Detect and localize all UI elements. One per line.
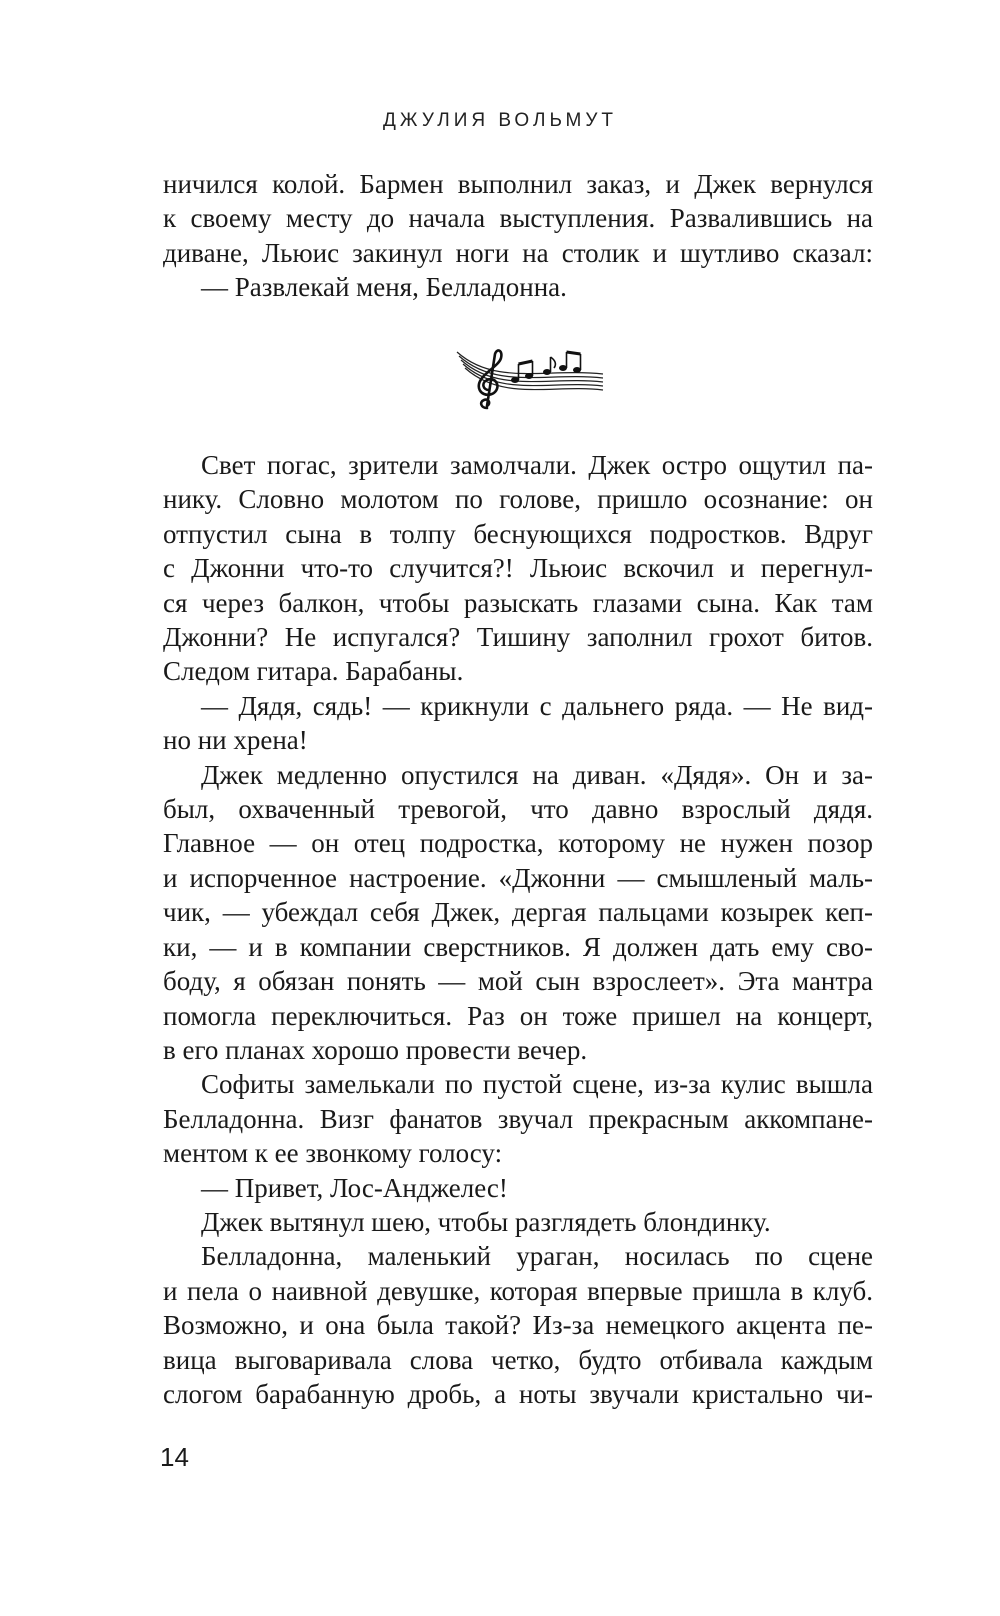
text-line: был, охваченный тревогой, что давно взрослый дядя. xyxy=(163,794,873,825)
text-line: Главное — он отец подростка, которому не нужен позор xyxy=(163,828,873,859)
text-line: нику. Словно молотом по голове, пришло осознание: он xyxy=(163,484,873,515)
text-line: помогла переключиться. Раз он тоже пришел на концерт, xyxy=(163,1000,873,1031)
text-line: и испорченное настроение. «Джонни — смышленый маль- xyxy=(163,862,873,893)
text-line: ментом к ее звонкому голосу: xyxy=(163,1138,503,1169)
text-line: Белладонна, маленький ураган, носилась по сцене xyxy=(201,1241,873,1272)
text-line: с Джонни что-то случится?! Льюис вскочил и перегнул- xyxy=(163,553,873,584)
running-head: ДЖУЛИЯ ВОЛЬМУТ xyxy=(382,110,618,131)
text-line: и пела о наивной девушке, которая впервые пришла в клуб. xyxy=(163,1275,873,1306)
treble-clef-music-notes-icon xyxy=(455,346,605,416)
text-line: боду, я обязан понять — мой сын взрослеет». Эта мантра xyxy=(163,966,873,997)
text-line: но ни хрена! xyxy=(163,725,308,756)
text-line: — Привет, Лос-Анджелес! xyxy=(201,1172,508,1203)
text-line: Джек медленно опустился на диван. «Дядя». Он и за- xyxy=(201,759,873,790)
text-line: диване, Льюис закинул ноги на столик и шутливо сказал: xyxy=(163,237,873,268)
text-line: — Дядя, сядь! — крикнули с дальнего ряда. — Не вид- xyxy=(201,690,873,721)
text-line: ки, — и в компании сверстников. Я должен дать ему сво- xyxy=(163,931,873,962)
text-line: Белладонна. Визг фанатов звучал прекрасным аккомпане- xyxy=(163,1103,873,1134)
text-line: Софиты замелькали по пустой сцене, из-за кулис вышла xyxy=(201,1069,873,1100)
text-block-top xyxy=(163,167,873,305)
text-line: Свет погас, зрители замолчали. Джек остро ощутил па- xyxy=(201,450,873,480)
text-line: Возможно, и она была такой? Из-за немецкого акцента пе- xyxy=(163,1310,873,1341)
text-line: ся через балкон, чтобы разыскать глазами сына. Как там xyxy=(163,587,873,618)
text-line: Джонни? Не испугался? Тишину заполнил грохот битов. xyxy=(163,622,873,653)
text-line: ничился колой. Бармен выполнил заказ, и Джек вернулся xyxy=(163,169,873,199)
text-line: к своему месту до начала выступления. Развалившись на xyxy=(163,203,873,234)
text-line: чик, — убеждал себя Джек, дергая пальцами козырек кеп- xyxy=(163,897,873,928)
text-line: слогом барабанную дробь, а ноты звучали кристально чи- xyxy=(163,1378,873,1409)
text-line: в его планах хорошо провести вечер. xyxy=(163,1034,588,1065)
page-number: 14 xyxy=(160,1442,189,1472)
text-line: Джек вытянул шею, чтобы разглядеть блондинку. xyxy=(201,1206,771,1237)
text-line: Следом гитара. Барабаны. xyxy=(163,656,464,687)
text-line: вица выговаривала слова четко, будто отбивала каждым xyxy=(163,1344,873,1375)
text-block-main xyxy=(163,448,873,1411)
text-line: отпустил сына в толпу беснующихся подростков. Вдруг xyxy=(163,518,873,549)
text-line: — Развлекай меня, Белладонна. xyxy=(201,272,567,303)
